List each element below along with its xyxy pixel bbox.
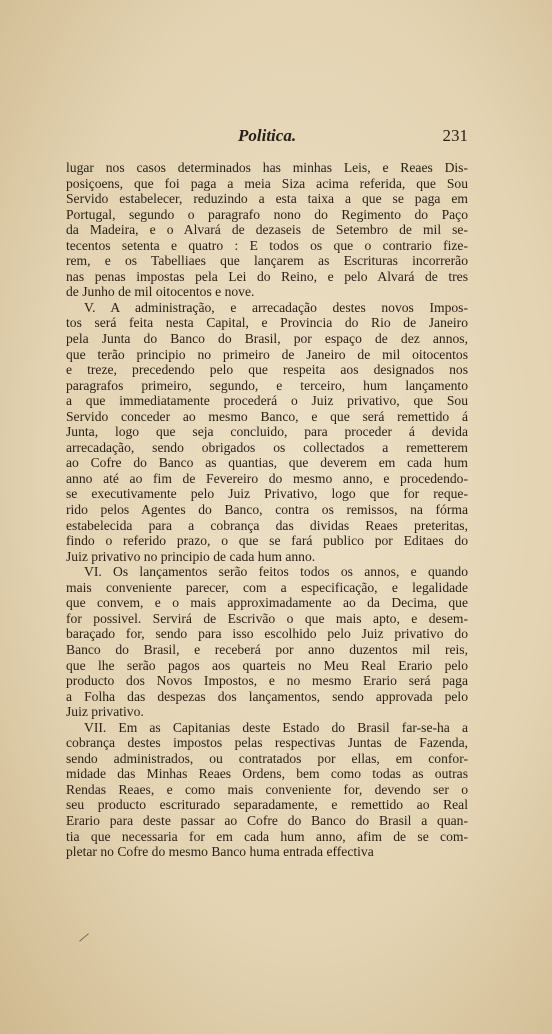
text-line: sendo administrados, ou contratados por ellas, em confor- bbox=[66, 750, 468, 766]
text-line: mais conveniente parecer, com a especificação, e legalidade bbox=[66, 579, 468, 595]
page-header bbox=[66, 126, 468, 152]
text-line: Banco do Brasil, e receberá por anno duzentos mil reis, bbox=[66, 641, 468, 657]
text-line: Servido estabelecer, reduzindo a esta taixa a que se paga em bbox=[66, 191, 468, 207]
running-title: Politica. bbox=[238, 126, 297, 145]
text-line: que lhe serão pagos aos quarteis no Meu Real Erario pelo bbox=[66, 657, 468, 673]
text-line: de Junho de mil oitocentos e nove. bbox=[66, 284, 255, 300]
text-line: Rendas Reaes, e como mais conveniente for, devendo ser o bbox=[66, 781, 468, 797]
text-line: ao Cofre do Banco as quantias, que deverem em cada hum bbox=[66, 455, 468, 471]
text-line: V. A administração, e arrecadação destes novos Impos- bbox=[84, 299, 468, 315]
text-line: VII. Em as Capitanias deste Estado do Brasil far-se-ha a bbox=[84, 719, 468, 735]
text-line: cobrança destes impostos pelas respectivas Juntas de Fazenda, bbox=[66, 735, 468, 751]
text-line: da Madeira, e o Alvará de dezaseis de Setembro de mil se- bbox=[66, 222, 468, 238]
body-text bbox=[66, 160, 468, 860]
text-line: nas penas impostas pela Lei do Reino, e pelo Alvará de tres bbox=[66, 268, 468, 284]
text-line: arrecadação, sendo obrigados os collectados a remetterem bbox=[66, 439, 468, 455]
text-line: baraçado for, sendo para isso escolhido pelo Juiz privativo do bbox=[66, 626, 468, 642]
text-line: Junta, logo que seja concluido, para proceder á devida bbox=[66, 424, 468, 440]
text-line: lugar nos casos determinados has minhas Leis, e Reaes Dis- bbox=[66, 160, 468, 175]
ink-mark bbox=[79, 933, 89, 941]
text-line: anno até ao fim de Fevereiro do mesmo anno, e procedendo- bbox=[66, 470, 468, 486]
text-line: Servido conceder ao mesmo Banco, e que será remettido á bbox=[66, 408, 468, 424]
text-line: for possivel. Servirá de Escrivão o que mais apto, e desem- bbox=[66, 610, 468, 626]
text-line: tecentos setenta e quatro : E todos os que o contrario fize- bbox=[66, 237, 468, 253]
page-number: 231 bbox=[442, 126, 468, 145]
text-line: producto dos Novos Impostos, e no mesmo Erario será paga bbox=[66, 673, 468, 689]
text-line: findo o referido prazo, o que se fará publico por Editaes do bbox=[66, 533, 468, 549]
text-line: se executivamente pelo Juiz Privativo, logo que for reque- bbox=[66, 486, 468, 502]
text-line: tia que necessaria for em cada hum anno, afim de se com- bbox=[66, 828, 468, 844]
text-line: a Folha das despezas dos lançamentos, sendo approvada pelo bbox=[66, 688, 468, 704]
text-line: Juiz privativo. bbox=[66, 704, 144, 720]
text-line: seu producto escriturado separadamente, e remettido ao Real bbox=[66, 797, 468, 813]
text-line: Juiz privativo no principio de cada hum anno. bbox=[66, 548, 316, 564]
text-line: Portugal, segundo o paragrafo nono do Regimento do Paço bbox=[66, 206, 468, 222]
text-line: posiçoens, que foi paga a meia Siza acima referida, que Sou bbox=[66, 175, 468, 191]
text-line: e treze, precedendo pelo que respeita aos designados nos bbox=[66, 362, 468, 378]
text-line: rem, e os Tabelliaes que lançarem as Escrituras incorrerão bbox=[66, 253, 468, 269]
text-line: pela Junta do Banco do Brasil, por espaço de dez annos, bbox=[66, 331, 468, 347]
text-line: a que immediatamente procederá o Juiz privativo, que Sou bbox=[66, 393, 468, 409]
text-line: estabelecida para a cobrança das dividas Reaes preteritas, bbox=[66, 517, 468, 533]
text-line: midade das Minhas Reaes Ordens, bem como todas as outras bbox=[66, 766, 468, 782]
text-line: que convem, e o mais approximadamente ao da Decima, que bbox=[66, 595, 468, 611]
text-line: que terão principio no primeiro de Janeiro de mil oitocentos bbox=[66, 346, 468, 362]
text-line: pletar no Cofre do mesmo Banco huma entrada effectiva bbox=[66, 844, 374, 860]
text-line: tos será feita nesta Capital, e Provincia do Rio de Janeiro bbox=[66, 315, 468, 331]
text-line: paragrafos primeiro, segundo, e terceiro, hum lançamento bbox=[66, 377, 468, 393]
text-line: Erario para deste passar ao Cofre do Banco do Brasil a quan- bbox=[66, 812, 468, 828]
text-line: rido pelos Agentes do Banco, contra os remissos, na fórma bbox=[66, 502, 468, 518]
text-line: VI. Os lançamentos serão feitos todos os annos, e quando bbox=[84, 564, 468, 580]
